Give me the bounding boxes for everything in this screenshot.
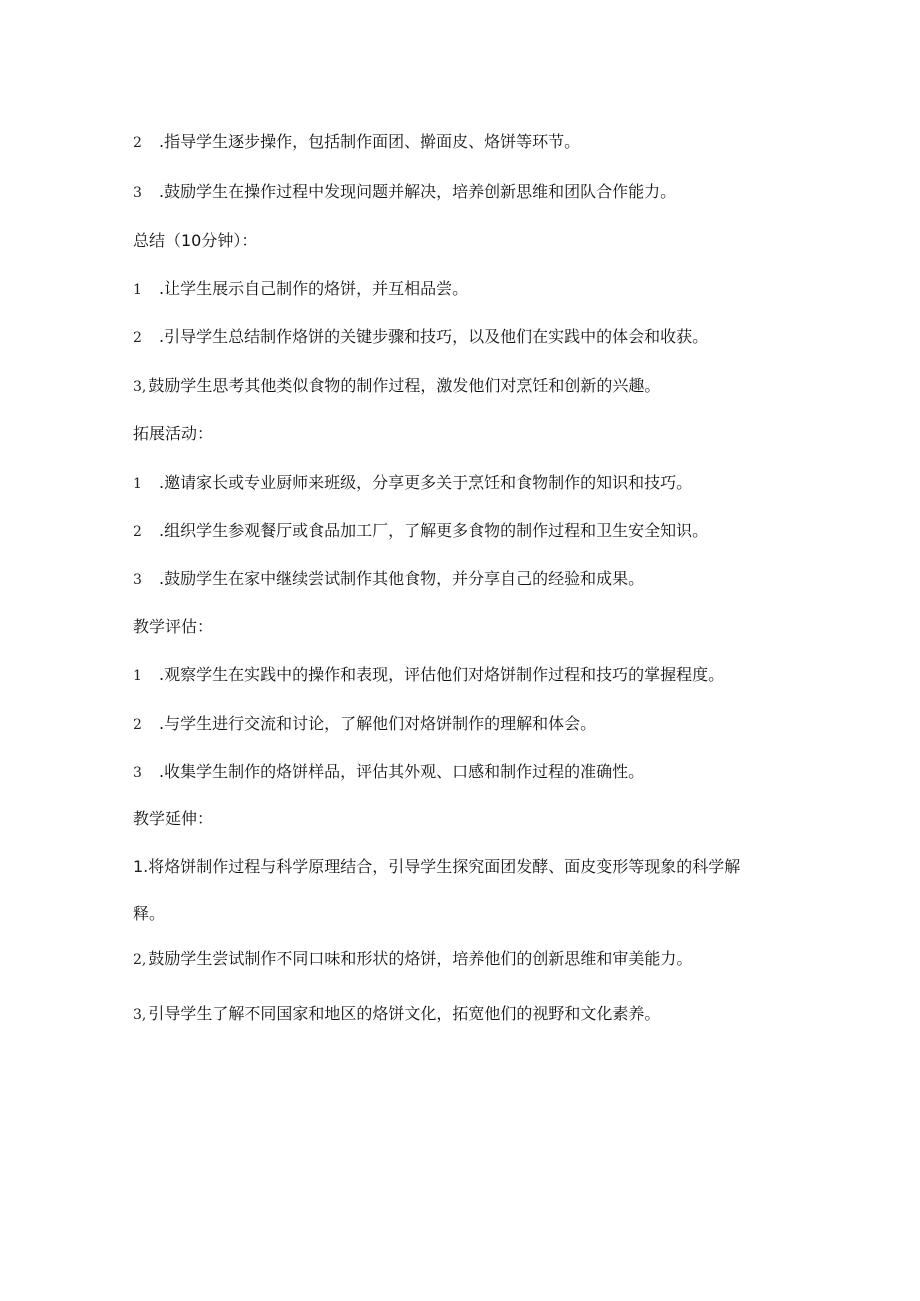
list-number: 2 [133, 524, 142, 540]
list-text: .组织学生参观餐厅或食品加工厂，了解更多食物的制作过程和卫生安全知识。 [159, 521, 709, 540]
list-text: 鼓励学生思考其他类似食物的制作过程，激发他们对烹饪和创新的兴趣。 [148, 376, 661, 395]
list-text: .指导学生逐步操作，包括制作面团、擀面皮、烙饼等环节。 [159, 132, 581, 151]
list-number: 3 [133, 572, 142, 588]
list-text: 引导学生了解不同国家和地区的烙饼文化，拓宽他们的视野和文化素养。 [148, 1004, 661, 1023]
list-text: .收集学生制作的烙饼样品，评估其外观、口感和制作过程的准确性。 [159, 762, 645, 781]
section-heading-teaching-extension: 教学延伸： [133, 809, 214, 828]
list-number: 1 [133, 476, 142, 492]
extension-item-3 [133, 1003, 660, 1026]
list-text: .鼓励学生在家中继续尝试制作其他食物，并分享自己的经验和成果。 [159, 569, 645, 588]
extension-item-2 [133, 948, 692, 971]
assessment-item-1 [133, 664, 724, 687]
list-number: 2 [133, 135, 142, 151]
extension-item-1-continuation: 释。 [133, 904, 166, 923]
list-text: 将烙饼制作过程与科学原理结合，引导学生探究面团发酵、面皮变形等现象的科学解 [148, 857, 741, 876]
section-heading-extension-activities: 拓展活动： [133, 424, 214, 443]
list-text: .邀请家长或专业厨师来班级，分享更多关于烹饪和食物制作的知识和技巧。 [159, 473, 693, 492]
activity-item-2 [133, 520, 708, 543]
list-number: 3 [133, 185, 142, 201]
list-number: 2 [133, 330, 142, 346]
list-number: 1 [133, 668, 142, 684]
list-text: .引导学生总结制作烙饼的关键步骤和技巧，以及他们在实践中的体会和收获。 [159, 327, 709, 346]
summary-item-2 [133, 326, 708, 349]
list-number: 2 [133, 717, 142, 733]
step-3-line [133, 181, 676, 204]
list-text: .鼓励学生在操作过程中发现问题并解决，培养创新思维和团队合作能力。 [159, 182, 677, 201]
list-text: 鼓励学生尝试制作不同口味和形状的烙饼，培养他们的创新思维和审美能力。 [148, 949, 693, 968]
section-heading-summary: 总结（10分钟）： [133, 231, 258, 250]
list-number: 1 [133, 282, 142, 298]
extension-item-1 [133, 856, 740, 878]
assessment-item-3 [133, 761, 644, 784]
activity-item-3 [133, 568, 644, 591]
assessment-item-2 [133, 713, 596, 736]
section-heading-teaching-assessment: 教学评估： [133, 617, 214, 636]
list-number: 3 [133, 765, 142, 781]
list-text: .观察学生在实践中的操作和表现，评估他们对烙饼制作过程和技巧的掌握程度。 [159, 665, 725, 684]
list-number: 3, [133, 1007, 147, 1023]
activity-item-1 [133, 472, 692, 495]
summary-item-1 [133, 278, 468, 301]
step-2-line [133, 131, 580, 154]
list-number: 2, [133, 952, 147, 968]
list-text: .让学生展示自己制作的烙饼，并互相品尝。 [159, 279, 469, 298]
list-number: 3, [133, 379, 147, 395]
list-number: 1. [133, 857, 149, 876]
list-text: .与学生进行交流和讨论，了解他们对烙饼制作的理解和体会。 [159, 714, 597, 733]
summary-item-3 [133, 375, 660, 398]
